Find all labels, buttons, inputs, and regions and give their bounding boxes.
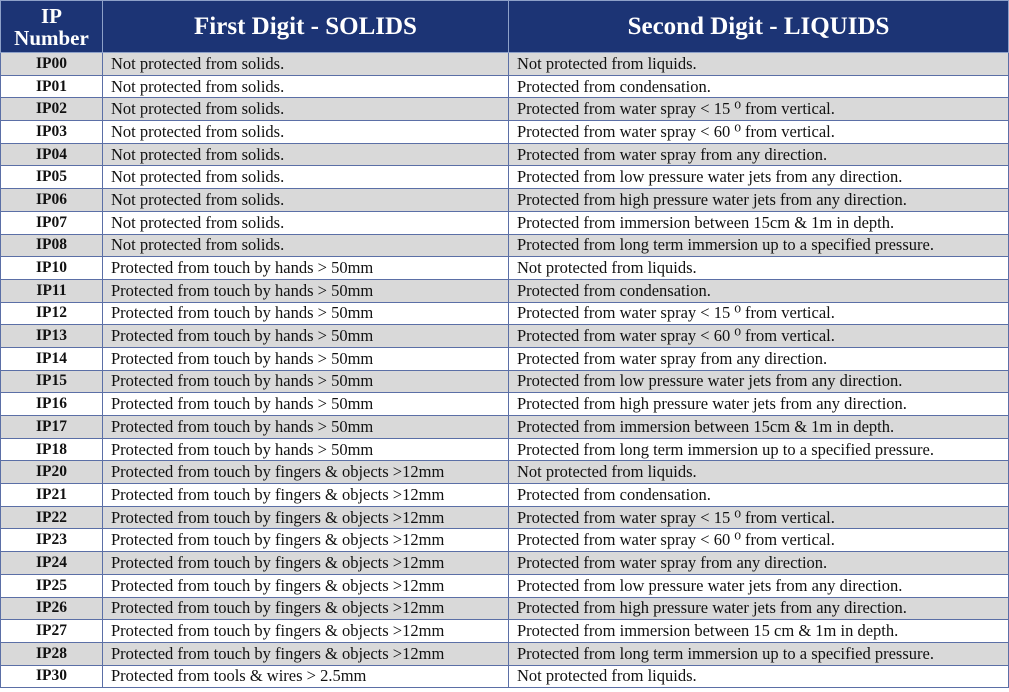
solids-cell: Protected from touch by hands > 50mm [103, 279, 509, 302]
liquids-cell: Protected from water spray < 15 ⁰ from vertical. [509, 98, 1009, 121]
liquids-cell: Not protected from liquids. [509, 53, 1009, 76]
table-body [1, 53, 1009, 688]
ip-number-cell: IP07 [1, 211, 103, 234]
ip-number-cell: IP20 [1, 461, 103, 484]
ip-number-cell: IP23 [1, 529, 103, 552]
ip-number-cell: IP27 [1, 620, 103, 643]
liquids-cell: Protected from water spray < 15 ⁰ from vertical. [509, 506, 1009, 529]
table-row [1, 325, 1009, 348]
solids-cell: Protected from tools & wires > 2.5mm [103, 665, 509, 688]
solids-cell: Not protected from solids. [103, 53, 509, 76]
ip-number-cell: IP21 [1, 484, 103, 507]
ip-number-cell: IP00 [1, 53, 103, 76]
liquids-cell: Protected from condensation. [509, 484, 1009, 507]
header-row [1, 1, 1009, 53]
ip-number-cell: IP14 [1, 347, 103, 370]
table-row [1, 506, 1009, 529]
liquids-cell: Protected from condensation. [509, 279, 1009, 302]
liquids-cell: Protected from low pressure water jets from any direction. [509, 166, 1009, 189]
solids-cell: Protected from touch by hands > 50mm [103, 416, 509, 439]
ip-number-cell: IP18 [1, 438, 103, 461]
solids-cell: Protected from touch by fingers & objects >12mm [103, 484, 509, 507]
solids-cell: Not protected from solids. [103, 166, 509, 189]
ip-number-cell: IP11 [1, 279, 103, 302]
ip-number-cell: IP10 [1, 257, 103, 280]
table-row [1, 393, 1009, 416]
liquids-cell: Protected from long term immersion up to a specified pressure. [509, 642, 1009, 665]
table-row [1, 461, 1009, 484]
solids-cell: Protected from touch by hands > 50mm [103, 347, 509, 370]
table-row [1, 234, 1009, 257]
liquids-cell: Protected from low pressure water jets from any direction. [509, 370, 1009, 393]
ip-header-line2: Number [14, 25, 89, 50]
solids-cell: Protected from touch by fingers & objects >12mm [103, 620, 509, 643]
table-row [1, 257, 1009, 280]
ip-number-cell: IP06 [1, 189, 103, 212]
solids-cell: Protected from touch by hands > 50mm [103, 257, 509, 280]
liquids-cell: Protected from water spray < 60 ⁰ from vertical. [509, 529, 1009, 552]
ip-number-cell: IP22 [1, 506, 103, 529]
solids-cell: Not protected from solids. [103, 211, 509, 234]
liquids-header: Second Digit - LIQUIDS [509, 1, 1009, 53]
table-row [1, 665, 1009, 688]
liquids-cell: Not protected from liquids. [509, 665, 1009, 688]
liquids-cell: Protected from low pressure water jets from any direction. [509, 574, 1009, 597]
liquids-cell: Protected from immersion between 15 cm & 1m in depth. [509, 620, 1009, 643]
solids-cell: Not protected from solids. [103, 75, 509, 98]
liquids-cell: Protected from high pressure water jets from any direction. [509, 189, 1009, 212]
table-row [1, 620, 1009, 643]
ip-number-cell: IP30 [1, 665, 103, 688]
liquids-cell: Protected from condensation. [509, 75, 1009, 98]
liquids-cell: Protected from water spray < 60 ⁰ from vertical. [509, 325, 1009, 348]
solids-cell: Protected from touch by fingers & objects >12mm [103, 461, 509, 484]
ip-number-cell: IP26 [1, 597, 103, 620]
solids-cell: Protected from touch by fingers & objects >12mm [103, 552, 509, 575]
table-row [1, 416, 1009, 439]
liquids-cell: Not protected from liquids. [509, 461, 1009, 484]
table-row [1, 211, 1009, 234]
ip-number-cell: IP04 [1, 143, 103, 166]
liquids-cell: Protected from water spray from any direction. [509, 143, 1009, 166]
table-row [1, 347, 1009, 370]
liquids-cell: Protected from long term immersion up to a specified pressure. [509, 234, 1009, 257]
ip-number-cell: IP01 [1, 75, 103, 98]
ip-number-cell: IP08 [1, 234, 103, 257]
solids-cell: Protected from touch by fingers & objects >12mm [103, 642, 509, 665]
ip-number-cell: IP24 [1, 552, 103, 575]
solids-header: First Digit - SOLIDS [103, 1, 509, 53]
solids-cell: Protected from touch by fingers & objects >12mm [103, 597, 509, 620]
table-row [1, 166, 1009, 189]
table-row [1, 370, 1009, 393]
ip-number-cell: IP15 [1, 370, 103, 393]
table-row [1, 53, 1009, 76]
table-row [1, 597, 1009, 620]
table-header [1, 1, 1009, 53]
table-row [1, 121, 1009, 144]
ip-number-cell: IP28 [1, 642, 103, 665]
ip-number-cell: IP13 [1, 325, 103, 348]
solids-cell: Protected from touch by hands > 50mm [103, 302, 509, 325]
liquids-cell: Not protected from liquids. [509, 257, 1009, 280]
table-row [1, 75, 1009, 98]
table-row [1, 98, 1009, 121]
liquids-cell: Protected from immersion between 15cm & 1m in depth. [509, 211, 1009, 234]
ip-number-cell: IP25 [1, 574, 103, 597]
table-row [1, 529, 1009, 552]
liquids-cell: Protected from water spray < 15 ⁰ from vertical. [509, 302, 1009, 325]
table-row [1, 302, 1009, 325]
solids-cell: Not protected from solids. [103, 98, 509, 121]
table-row [1, 279, 1009, 302]
table-row [1, 143, 1009, 166]
liquids-cell: Protected from water spray from any direction. [509, 347, 1009, 370]
solids-cell: Protected from touch by hands > 50mm [103, 438, 509, 461]
liquids-cell: Protected from immersion between 15cm & 1m in depth. [509, 416, 1009, 439]
ip-number-cell: IP12 [1, 302, 103, 325]
table-row [1, 552, 1009, 575]
ip-number-cell: IP17 [1, 416, 103, 439]
table-row [1, 484, 1009, 507]
solids-cell: Protected from touch by fingers & objects >12mm [103, 529, 509, 552]
table-row [1, 574, 1009, 597]
ip-header-line1: IP [41, 3, 62, 28]
ip-number-cell: IP16 [1, 393, 103, 416]
ip-number-header [1, 1, 103, 53]
solids-cell: Protected from touch by hands > 50mm [103, 393, 509, 416]
solids-cell: Protected from touch by hands > 50mm [103, 370, 509, 393]
table-row [1, 438, 1009, 461]
table-row [1, 642, 1009, 665]
solids-cell: Not protected from solids. [103, 143, 509, 166]
solids-cell: Protected from touch by hands > 50mm [103, 325, 509, 348]
liquids-cell: Protected from high pressure water jets from any direction. [509, 597, 1009, 620]
solids-cell: Not protected from solids. [103, 121, 509, 144]
liquids-cell: Protected from water spray < 60 ⁰ from vertical. [509, 121, 1009, 144]
ip-number-cell: IP03 [1, 121, 103, 144]
ip-number-cell: IP02 [1, 98, 103, 121]
liquids-cell: Protected from high pressure water jets from any direction. [509, 393, 1009, 416]
solids-cell: Not protected from solids. [103, 189, 509, 212]
table-row [1, 189, 1009, 212]
liquids-cell: Protected from long term immersion up to a specified pressure. [509, 438, 1009, 461]
solids-cell: Protected from touch by fingers & objects >12mm [103, 574, 509, 597]
ip-number-cell: IP05 [1, 166, 103, 189]
solids-cell: Protected from touch by fingers & objects >12mm [103, 506, 509, 529]
liquids-cell: Protected from water spray from any direction. [509, 552, 1009, 575]
solids-cell: Not protected from solids. [103, 234, 509, 257]
